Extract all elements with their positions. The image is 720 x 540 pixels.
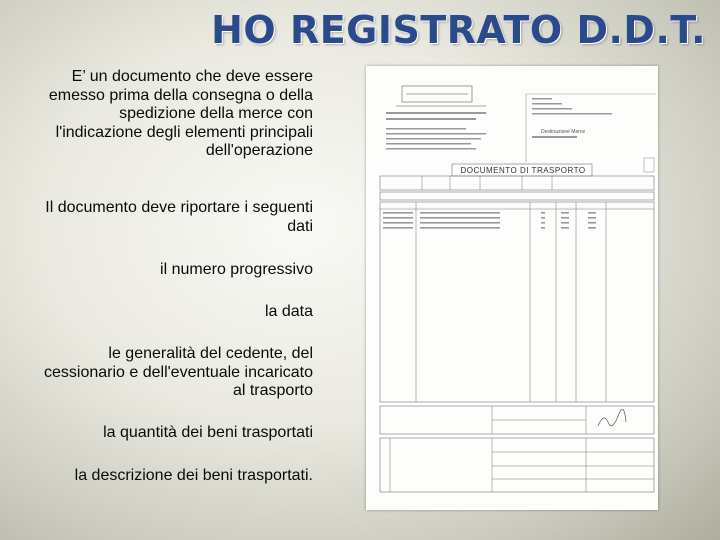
bullet-item: la quantità dei beni trasportati (103, 424, 313, 441)
intro-text: E’ un documento che deve essere emesso prima della consegna o della spedizione della merce con l'indicazione degli elementi principali dell'operazione (48, 68, 313, 159)
table-rows (383, 212, 596, 229)
signature (598, 409, 626, 426)
destination-label: Destinazione Merce (541, 129, 586, 135)
slide-title: HO REGISTRATO D.D.T. (211, 8, 706, 52)
bullet-item: il numero progressivo (160, 261, 313, 278)
document-heading: DOCUMENTO DI TRASPORTO (460, 166, 586, 175)
bullet-item: la data (264, 303, 313, 320)
document-scan (366, 66, 658, 510)
bullet-item: le generalità del cedente, del cessionario e dell'eventuale incaricato al trasporto (44, 345, 313, 399)
bullet-item: Il documento deve riportare i seguenti dati (45, 199, 313, 235)
company-logo (396, 86, 486, 106)
bullet-item: la descrizione dei beni trasportati. (74, 467, 313, 484)
ddt-document-image (366, 66, 658, 510)
